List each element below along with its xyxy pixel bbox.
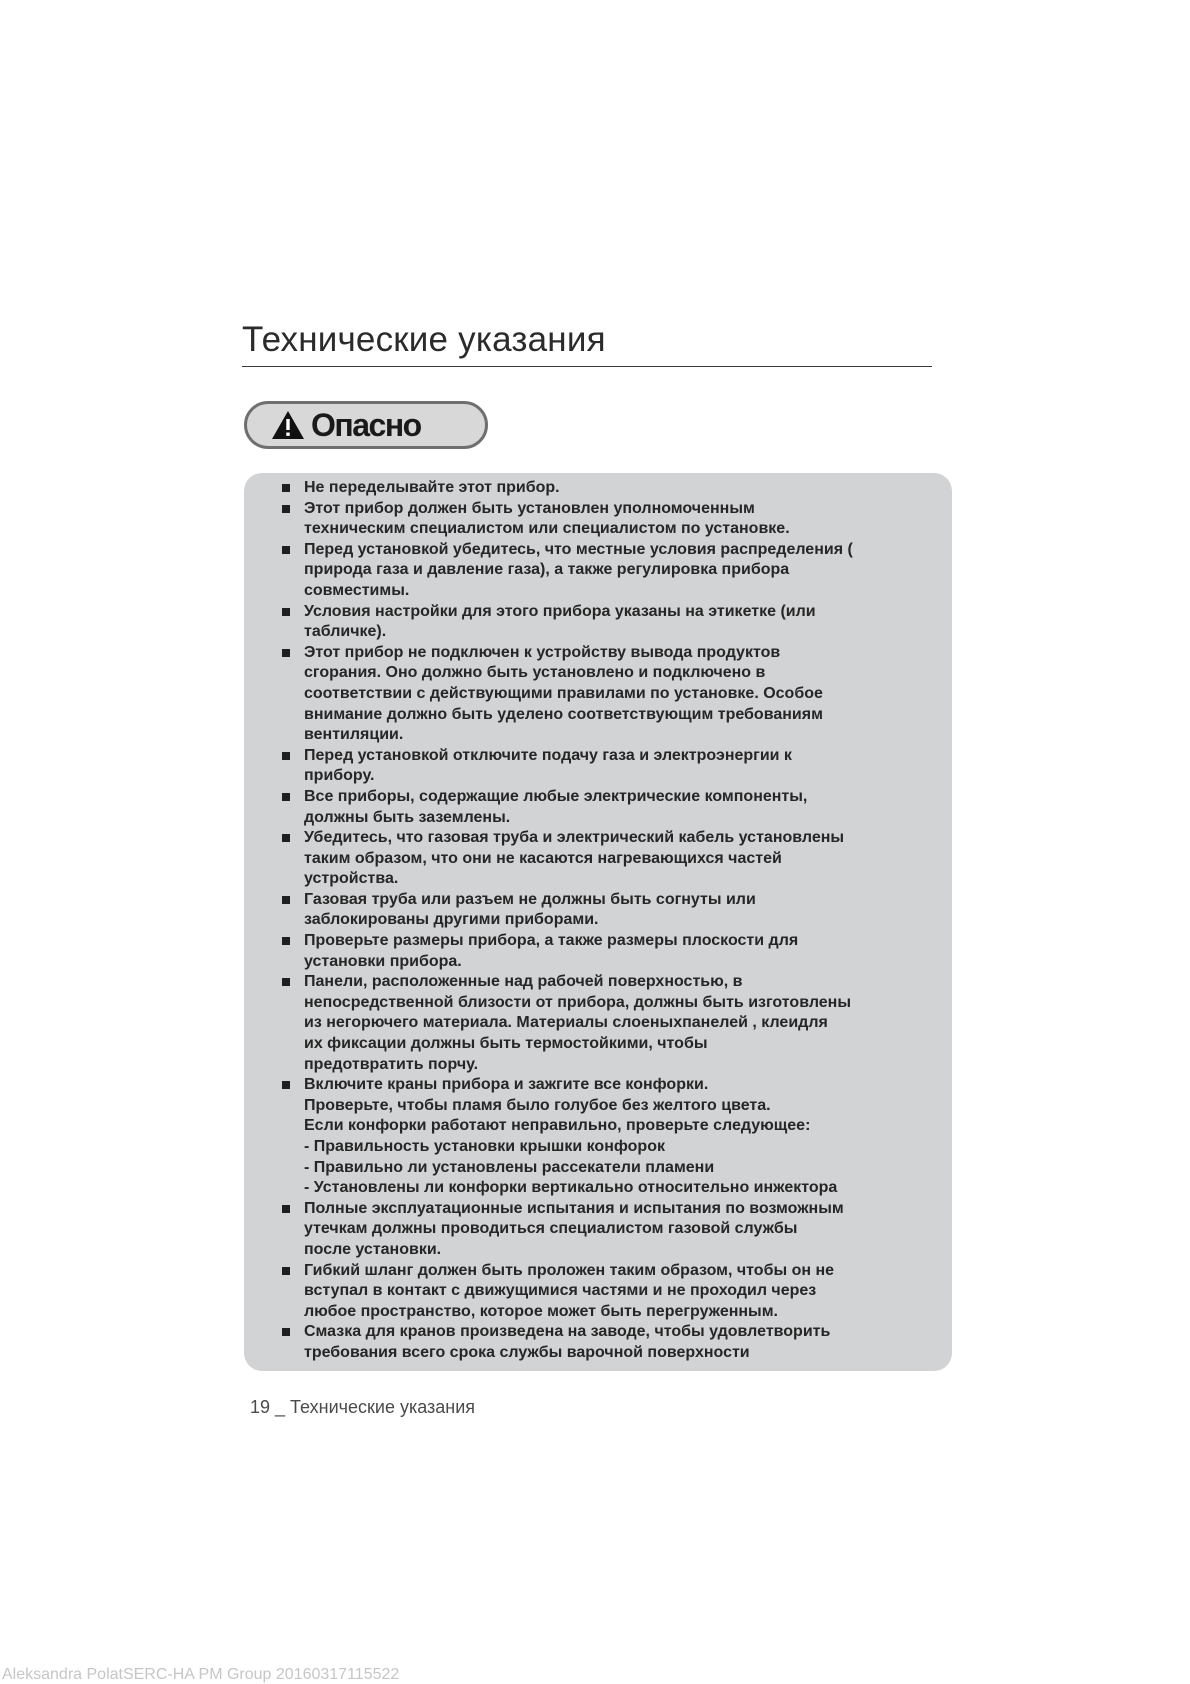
warning-text-line: Все приборы, содержащие любые электрические компоненты, — [304, 787, 808, 805]
warning-text-line: Этот прибор должен быть установлен уполномоченным — [304, 499, 755, 517]
warning-text-line: - Правильно ли установлены рассекатели пламени — [304, 1158, 715, 1176]
warning-text-line: Перед установкой отключите подачу газа и электроэнергии к — [304, 746, 792, 764]
warning-text-line: заблокированы другими приборами. — [304, 911, 599, 929]
warning-triangle-icon — [271, 410, 305, 440]
square-bullet-icon — [282, 649, 290, 657]
warning-item — [282, 1261, 938, 1323]
warning-text-line: Смазка для кранов произведена на заводе, чтобы удовлетворить — [304, 1323, 831, 1341]
square-bullet-icon — [282, 834, 290, 842]
square-bullet-icon — [282, 484, 290, 492]
warning-text-line: Панели, расположенные над рабочей поверхностью, в — [304, 973, 743, 991]
page-title: Технические указания — [242, 320, 606, 359]
warning-text-line: Если конфорки работают неправильно, проверьте следующее: — [304, 1117, 811, 1135]
warning-item — [282, 1322, 938, 1363]
warning-list — [282, 478, 938, 1364]
square-bullet-icon — [282, 937, 290, 945]
square-bullet-icon — [282, 1205, 290, 1213]
square-bullet-icon — [282, 1267, 290, 1275]
warning-text-line: техническим специалистом или специалистом по установке. — [304, 520, 790, 538]
warning-item — [282, 787, 938, 828]
warning-text-line: Проверьте, чтобы пламя было голубое без желтого цвета. — [304, 1096, 771, 1114]
square-bullet-icon — [282, 752, 290, 760]
warning-item — [282, 643, 938, 746]
warning-text-line: непосредственной близости от прибора, должны быть изготовлены — [304, 993, 852, 1011]
warning-text-line: Этот прибор не подключен к устройству вывода продуктов — [304, 643, 781, 661]
warning-text-line: сгорания. Оно должно быть установлено и подключено в — [304, 664, 766, 682]
warning-text-line: Убедитесь, что газовая труба и электрический кабель установлены — [304, 829, 845, 847]
warning-text-line: Условия настройки для этого прибора указаны на этикетке (или — [304, 602, 816, 620]
warning-text-line: Включите краны прибора и зажгите все конфорки. — [304, 1076, 709, 1094]
title-divider — [242, 366, 932, 367]
warning-panel — [244, 473, 952, 1371]
warning-item — [282, 499, 938, 540]
warning-text-line: Гибкий шланг должен быть проложен таким образом, чтобы он не — [304, 1261, 835, 1279]
danger-label: Опасно — [311, 406, 421, 443]
square-bullet-icon — [282, 546, 290, 554]
warning-text-line: Проверьте размеры прибора, а также размеры плоскости для — [304, 932, 799, 950]
warning-text-line: вентиляции. — [304, 726, 404, 744]
warning-text-line: соответствии с действующими правилами по установке. Особое — [304, 684, 823, 702]
warning-item — [282, 540, 938, 602]
warning-text-line: предотвратить порчу. — [304, 1055, 479, 1073]
warning-text-line: утечкам должны проводиться специалистом газовой службы — [304, 1220, 798, 1238]
page-footer: 19 _ Технические указания — [250, 1397, 476, 1417]
warning-text-line: должны быть заземлены. — [304, 808, 511, 826]
warning-item — [282, 890, 938, 931]
warning-text-line: - Установлены ли конфорки вертикально относительно инжектора — [304, 1179, 838, 1197]
square-bullet-icon — [282, 793, 290, 801]
warning-text-line: прибору. — [304, 767, 375, 785]
warning-text-line: после установки. — [304, 1240, 442, 1258]
warning-item — [282, 602, 938, 643]
warning-text-line: Не переделывайте этот прибор. — [304, 479, 560, 496]
warning-text-line: из негорючего материала. Материалы слоеныхпанелей , клеидля — [304, 1014, 828, 1032]
warning-text-line: Полные эксплуатационные испытания и испытания по возможным — [304, 1199, 844, 1217]
watermark: Aleksandra PolatSERC-HA PM Group 20160317115522 — [2, 1666, 400, 1683]
warning-text-line: вступал в контакт с движущимися частями и не проходил через — [304, 1282, 817, 1300]
warning-text-line: требования всего срока службы варочной поверхности — [304, 1343, 750, 1361]
warning-text-line: табличке). — [304, 623, 387, 641]
warning-item — [282, 746, 938, 787]
warning-item — [282, 1075, 938, 1199]
danger-badge — [244, 401, 488, 449]
warning-text-line: любое пространство, которое может быть перегруженным. — [304, 1302, 778, 1320]
warning-text-line: совместимы. — [304, 581, 410, 599]
warning-text-line: установки прибора. — [304, 952, 462, 970]
square-bullet-icon — [282, 978, 290, 986]
warning-item — [282, 478, 938, 499]
square-bullet-icon — [282, 505, 290, 513]
square-bullet-icon — [282, 1081, 290, 1089]
warning-text-line: таким образом, что они не касаются нагревающихся частей — [304, 849, 782, 867]
warning-item — [282, 931, 938, 972]
warning-text-line: Перед установкой убедитесь, что местные условия распределения ( — [304, 540, 853, 558]
warning-item — [282, 1199, 938, 1261]
warning-text-line: внимание должно быть уделено соответствующим требованиям — [304, 705, 823, 723]
square-bullet-icon — [282, 896, 290, 904]
warning-text-line: Газовая труба или разъем не должны быть согнуты или — [304, 890, 756, 908]
square-bullet-icon — [282, 1328, 290, 1336]
warning-text-line: устройства. — [304, 870, 399, 888]
warning-text-line: природа газа и давление газа), а также регулировка прибора — [304, 561, 790, 579]
warning-text-line: - Правильность установки крышки конфорок — [304, 1138, 665, 1155]
warning-item — [282, 972, 938, 1075]
warning-text-line: их фиксации должны быть термостойкими, чтобы — [304, 1035, 708, 1053]
warning-item — [282, 828, 938, 890]
square-bullet-icon — [282, 608, 290, 616]
